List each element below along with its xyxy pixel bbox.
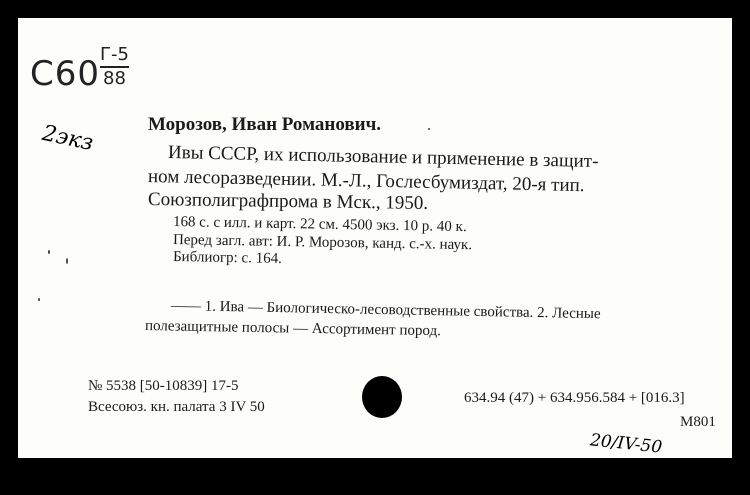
punch-hole bbox=[362, 376, 402, 418]
author-heading: Морозов, Иван Романович. bbox=[148, 114, 382, 135]
collation-line-2: Перед загл. авт: И. Р. Морозов, канд. с.-х. наук. bbox=[172, 232, 473, 254]
catalog-card bbox=[18, 18, 732, 458]
subject-line-1: —— 1. Ива — Биологическо-лесоводственные свойства. 2. Лесные bbox=[170, 298, 601, 323]
udc-classification: 634.94 (47) + 634.956.584 + [016.3] bbox=[464, 390, 685, 406]
speck bbox=[428, 128, 430, 130]
subject-line-2: полезащитные полосы — Ассортимент пород. bbox=[144, 318, 442, 340]
call-number-main: C60 bbox=[30, 54, 101, 94]
udc-code: M801 bbox=[680, 414, 716, 430]
handwritten-date: 20/IV-50 bbox=[589, 430, 664, 458]
collation-line-1: 168 с. с илл. и карт. 22 см. 4500 экз. 10 р. 40 к. bbox=[172, 214, 467, 236]
call-number-bottom: 88 bbox=[103, 68, 126, 89]
copies-note: 2экз bbox=[39, 120, 96, 157]
speck bbox=[38, 298, 40, 301]
chamber-stamp: Всесоюз. кн. палата 3 IV 50 bbox=[88, 399, 265, 415]
card-number: № 5538 [50-10839] 17-5 bbox=[88, 378, 239, 394]
call-number-fraction bbox=[100, 46, 129, 88]
title-line-3: Союзполиграфпрома в Мск., 1950. bbox=[147, 189, 429, 214]
speck bbox=[48, 250, 50, 254]
speck bbox=[66, 258, 68, 264]
call-number-top: Г-5 bbox=[100, 44, 129, 65]
collation-line-3: Библиогр: с. 164. bbox=[172, 249, 283, 267]
title-line-1: Ивы СССР, их использование и применение в защит- bbox=[167, 142, 599, 173]
title-line-2: ном лесоразведении. М.-Л., Гослесбумиздат, 20-я тип. bbox=[147, 166, 585, 197]
